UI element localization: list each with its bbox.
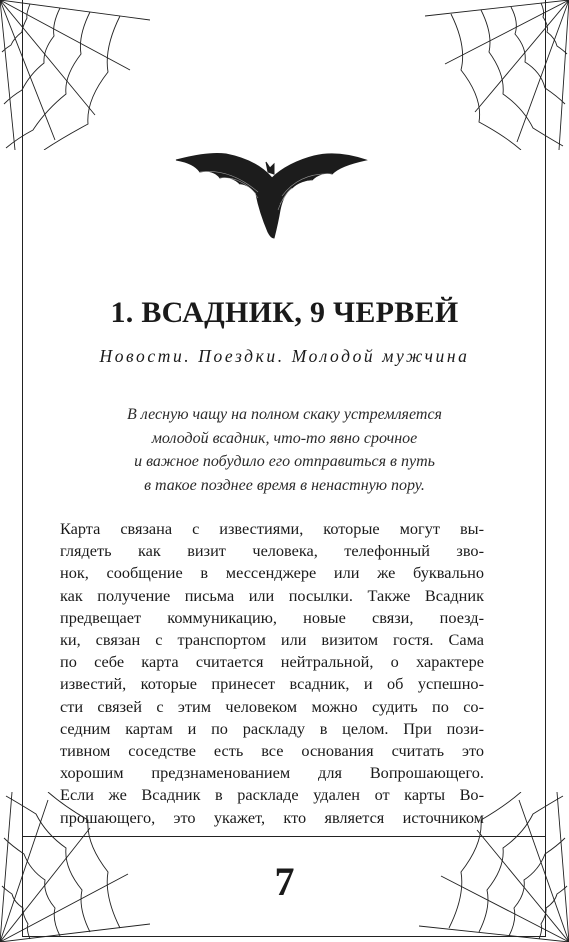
body-line: сти связей с этим человеком можно судить по со-	[60, 696, 484, 716]
body-line: Если же Всадник в раскладе удален от карты Во-	[60, 785, 484, 805]
epigraph-line: в такое позднее время в ненастную пору.	[144, 476, 425, 494]
body-line: нок, сообщение в мессенджере или же буквально	[60, 563, 484, 583]
body-line: хорошим предзнаменованием для Вопрошающего.	[60, 763, 484, 783]
body-line: ки, связан с транспортом или визитом гостя. Сама	[60, 630, 484, 650]
body-line: Карта связана с известиями, которые могут вы-	[60, 519, 484, 538]
page-number: 7	[274, 859, 295, 904]
bottom-rule	[22, 936, 546, 937]
body-line: как получение письма или посылки. Также Всадник	[60, 585, 484, 605]
body-line: по себе карта считается нейтральной, о характере	[60, 652, 484, 672]
epigraph-line: В лесную чащу на полном скаку устремляется	[127, 406, 442, 423]
body-line: предвещает коммуникацию, новые связи, поезд-	[60, 607, 484, 627]
bat-icon	[170, 148, 370, 240]
body-line: седним картам и по раскладу в целом. При пози-	[60, 718, 484, 738]
epigraph	[60, 403, 509, 497]
body-line: прошающего, это укажет, кто является источником	[60, 807, 484, 827]
epigraph-line: молодой всадник, что-то явно срочное	[151, 429, 418, 447]
epigraph-line: и важное побудило его отправиться в путь	[134, 453, 435, 470]
body-line: тивном соседстве есть все основания считать это	[60, 741, 484, 761]
chapter-title: 1. ВСАДНИК, 9 ЧЕРВЕЙ	[110, 296, 459, 329]
body-line: известий, которые принесет всадник, и об успешно-	[60, 674, 484, 694]
body-paragraph	[60, 518, 484, 829]
footer-rule	[22, 836, 546, 837]
chapter-subtitle: Новости. Поездки. Молодой мужчина	[99, 346, 470, 366]
body-line: глядеть как визит человека, телефонный зво-	[60, 541, 484, 561]
